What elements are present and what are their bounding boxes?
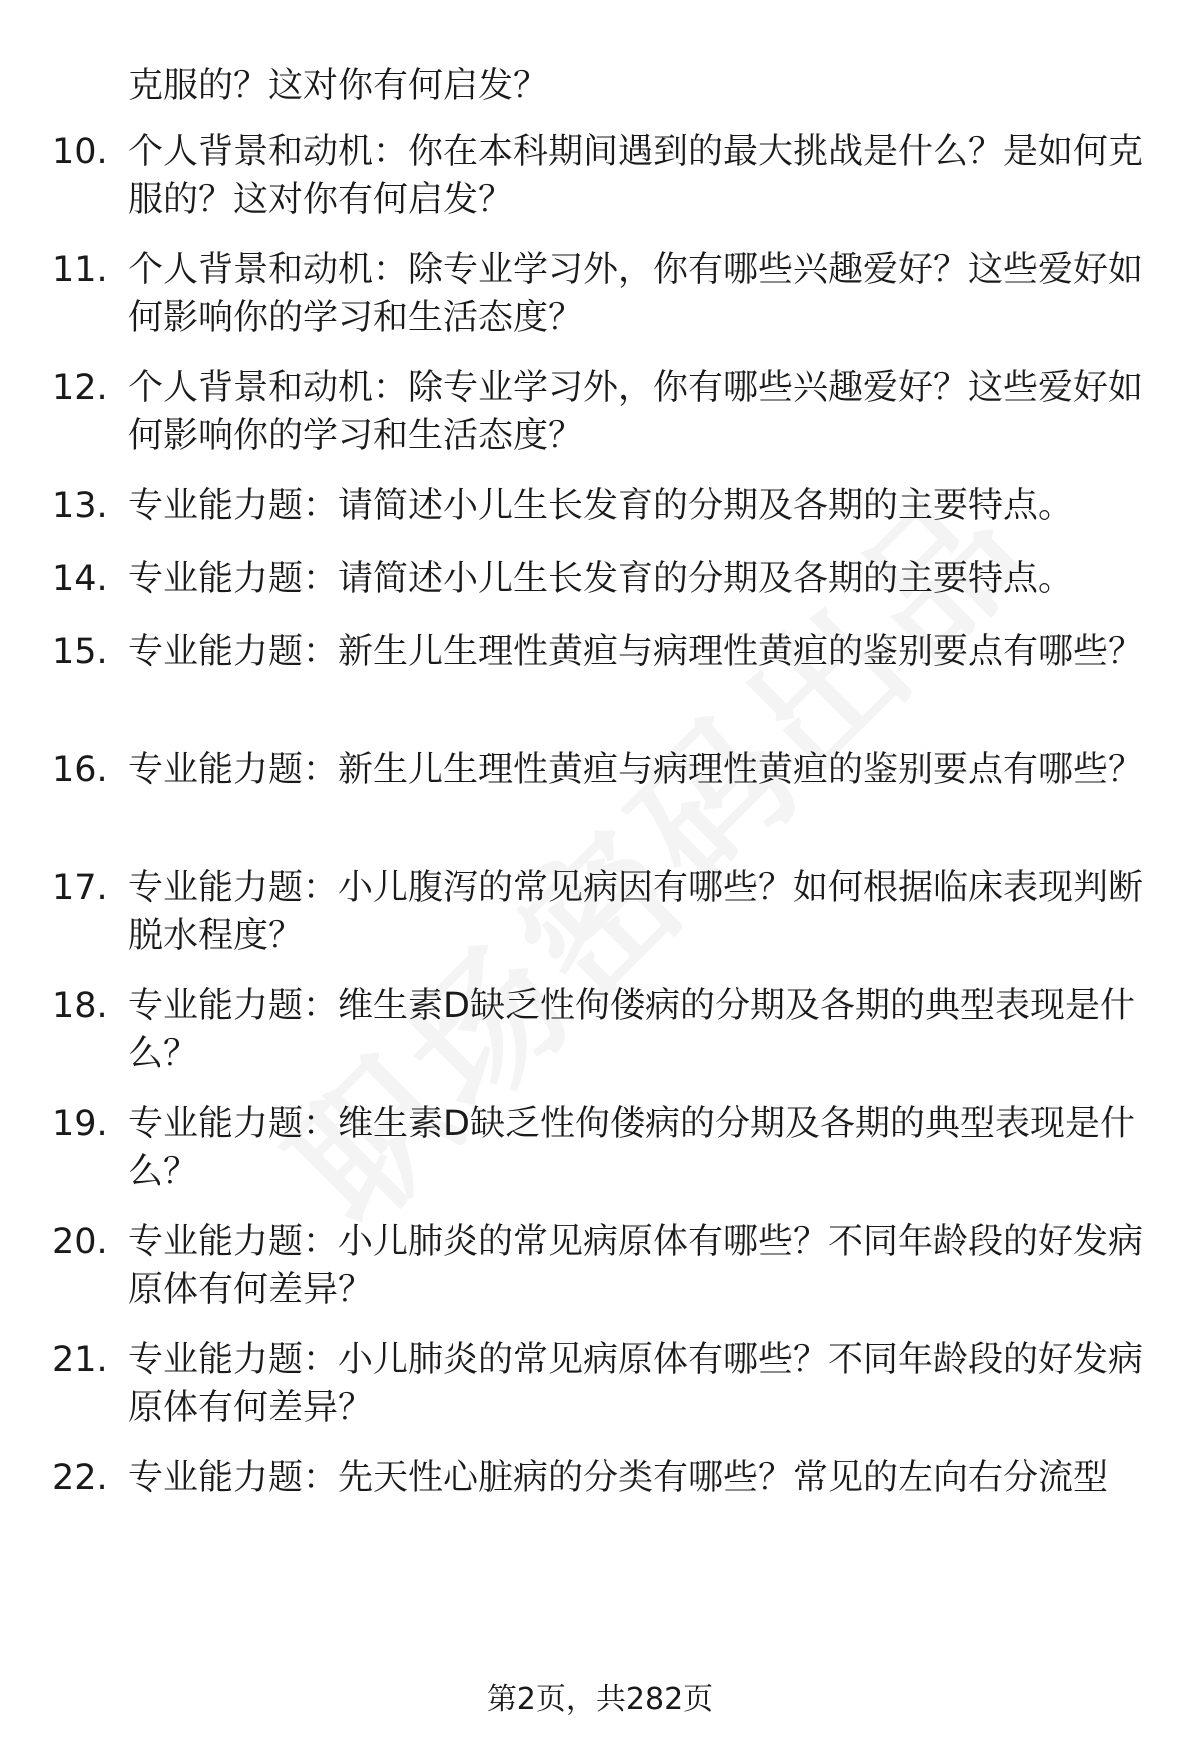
continuation-text: 克服的？这对你有何启发？ xyxy=(128,66,549,106)
item-text: 专业能力题：小儿肺炎的常见病原体有哪些？不同年龄段的好发病原体有何差异？ xyxy=(128,1340,1144,1428)
item-number: 10. xyxy=(52,132,108,172)
item-text: 专业能力题：请简述小儿生长发育的分期及各期的主要特点。 xyxy=(128,486,1074,526)
item-number: 11. xyxy=(52,250,108,290)
item-text: 专业能力题：维生素D缺乏性佝偻病的分期及各期的典型表现是什么？ xyxy=(128,1104,1135,1192)
item-number: 22. xyxy=(52,1458,108,1498)
item-number: 12. xyxy=(52,368,108,408)
page-footer: 第2页，共282页 xyxy=(486,1682,714,1717)
item-number: 18. xyxy=(52,986,108,1026)
item-text: 专业能力题：小儿肺炎的常见病原体有哪些？不同年龄段的好发病原体有何差异？ xyxy=(128,1222,1144,1310)
item-text: 个人背景和动机：除专业学习外，你有哪些兴趣爱好？这些爱好如何影响你的学习和生活态度？ xyxy=(128,250,1144,338)
item-text: 专业能力题：小儿腹泻的常见病因有哪些？如何根据临床表现判断脱水程度？ xyxy=(128,868,1144,956)
item-text: 专业能力题：先天性心脏病的分类有哪些？常见的左向右分流型 xyxy=(128,1458,1109,1498)
item-number: 13. xyxy=(52,486,108,526)
item-number: 14. xyxy=(52,559,108,599)
item-number: 15. xyxy=(52,632,108,672)
item-number: 20. xyxy=(52,1222,108,1262)
item-text: 专业能力题：维生素D缺乏性佝偻病的分期及各期的典型表现是什么？ xyxy=(128,986,1135,1074)
item-number: 17. xyxy=(52,868,108,908)
item-number: 19. xyxy=(52,1104,108,1144)
item-text: 个人背景和动机：你在本科期间遇到的最大挑战是什么？是如何克服的？这对你有何启发？ xyxy=(128,132,1144,220)
item-text: 专业能力题：新生儿生理性黄疸与病理性黄疸的鉴别要点有哪些？ xyxy=(128,750,1144,790)
item-number: 16. xyxy=(52,750,108,790)
item-text: 专业能力题：请简述小儿生长发育的分期及各期的主要特点。 xyxy=(128,559,1074,599)
item-number: 21. xyxy=(52,1340,108,1380)
item-text: 专业能力题：新生儿生理性黄疸与病理性黄疸的鉴别要点有哪些？ xyxy=(128,632,1144,672)
item-text: 个人背景和动机：除专业学习外，你有哪些兴趣爱好？这些爱好如何影响你的学习和生活态度？ xyxy=(128,368,1144,456)
